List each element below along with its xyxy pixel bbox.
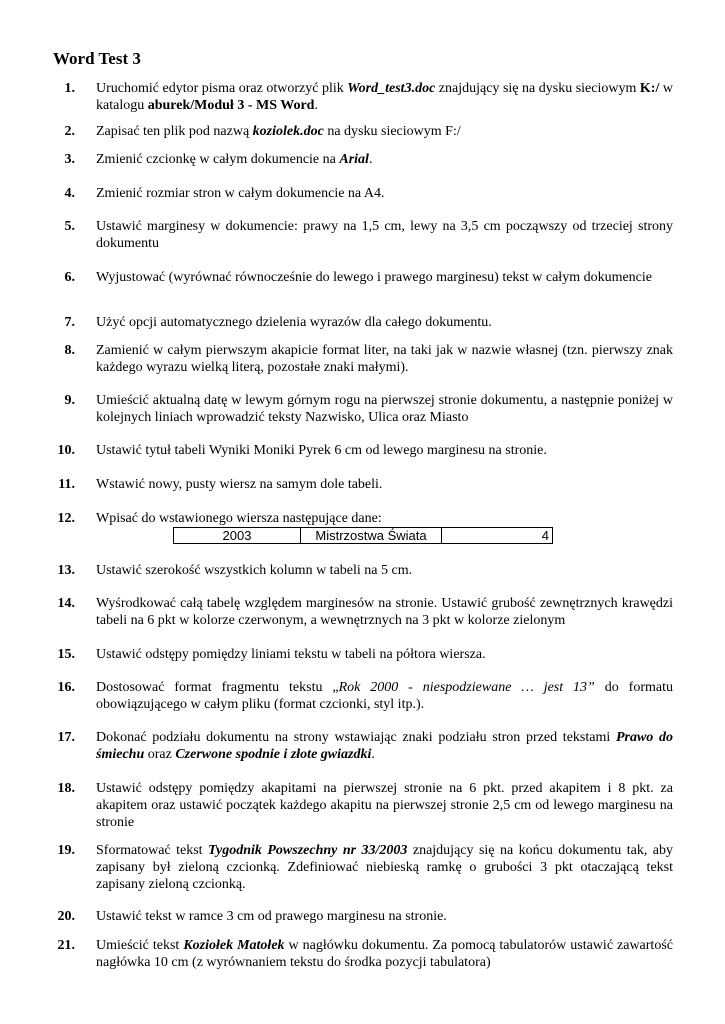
item-number: 12. bbox=[57, 511, 75, 526]
item-text: Dostosować format fragmentu tekstu „Rok 2000 - niespodziewane … jest 13” do formatu obowiązującego w całym pliku (format czcionki, styl itp.). bbox=[96, 680, 673, 712]
item-number: 7. bbox=[64, 315, 75, 330]
item-number: 1. bbox=[64, 81, 75, 96]
item-number: 20. bbox=[57, 909, 75, 924]
item-text: Umieścić aktualną datę w lewym górnym rogu na pierwszej stronie dokumentu, a następnie poniżej w kolejnych liniach wprowadzić teksty Nazwisko, Ulica oraz Miasto bbox=[96, 393, 673, 425]
item-text: Zamienić w całym pierwszym akapicie format liter, na taki jak w nazwie własnej (tzn. pierwszy znak każdego wyrazu wielką literą, pozostałe znaki małymi). bbox=[96, 343, 673, 375]
table-row bbox=[174, 528, 553, 544]
item-number: 13. bbox=[57, 563, 75, 578]
item-text: Użyć opcji automatycznego dzielenia wyrazów dla całego dokumentu. bbox=[96, 315, 492, 330]
data-table bbox=[173, 527, 553, 544]
item-number: 9. bbox=[64, 393, 75, 408]
item-number: 8. bbox=[64, 343, 75, 358]
item-number: 17. bbox=[57, 730, 75, 745]
item-text: Ustawić szerokość wszystkich kolumn w tabeli na 5 cm. bbox=[96, 563, 413, 578]
item-text: Wyśrodkować całą tabelę względem marginesów na stronie. Ustawić grubość zewnętrznych krawędzi tabeli na 6 pkt w kolorze czerwonym, a wewnętrznych na 3 pkt w kolorze zielonym bbox=[96, 596, 673, 628]
item-number: 18. bbox=[57, 781, 75, 796]
item-text: Zmienić czcionkę w całym dokumencie na Arial. bbox=[96, 152, 373, 167]
item-number: 15. bbox=[57, 647, 75, 662]
item-number: 2. bbox=[64, 124, 75, 139]
item-number: 19. bbox=[57, 843, 75, 858]
table-cell-score: 4 bbox=[442, 528, 553, 544]
page-title: Word Test 3 bbox=[53, 49, 141, 68]
item-text: Sformatować tekst Tygodnik Powszechny nr 33/2003 znajdujący się na końcu dokumentu tak, aby zapisany był zieloną czcionką. Zdefiniować niebieską ramkę o grubości 3 pkt otaczającą tekst zapisany zieloną czcionką. bbox=[96, 843, 673, 892]
item-text: Ustawić odstępy pomiędzy akapitami na pierwszej stronie na 6 pkt. przed akapitem i 8 pkt. za akapitem oraz ustawić początek każdego akapitu na pierwszej stronie 2,5 cm od lewego marginesu na stronie bbox=[96, 781, 673, 830]
item-number: 4. bbox=[64, 186, 75, 201]
item-number: 21. bbox=[57, 938, 75, 953]
table-cell-event: Mistrzostwa Świata bbox=[301, 528, 442, 544]
table-cell-year: 2003 bbox=[174, 528, 301, 544]
item-number: 10. bbox=[57, 443, 75, 458]
item-number: 16. bbox=[57, 680, 75, 695]
item-text: Zapisać ten plik pod nazwą koziolek.doc na dysku sieciowym F:/ bbox=[96, 124, 461, 139]
item-number: 3. bbox=[64, 152, 75, 167]
item-text: Ustawić marginesy w dokumencie: prawy na 1,5 cm, lewy na 3,5 cm począwszy od trzeciej strony dokumentu bbox=[96, 219, 673, 251]
item-text: Dokonać podziału dokumentu na strony wstawiając znaki podziału stron przed tekstami Prawo do śmiechu oraz Czerwone spodnie i złote gwiazdki. bbox=[96, 730, 673, 762]
item-text: Ustawić odstępy pomiędzy liniami tekstu w tabeli na półtora wiersza. bbox=[96, 647, 486, 662]
item-text: Ustawić tekst w ramce 3 cm od prawego marginesu na stronie. bbox=[96, 909, 447, 924]
item-number: 11. bbox=[58, 477, 75, 492]
item-number: 5. bbox=[64, 219, 75, 234]
item-number: 14. bbox=[57, 596, 75, 611]
item-text: Zmienić rozmiar stron w całym dokumencie na A4. bbox=[96, 186, 385, 201]
item-text: Wstawić nowy, pusty wiersz na samym dole tabeli. bbox=[96, 477, 383, 492]
item-number: 6. bbox=[64, 270, 75, 285]
item-text: Ustawić tytuł tabeli Wyniki Moniki Pyrek 6 cm od lewego marginesu na stronie. bbox=[96, 443, 547, 458]
item-text: Uruchomić edytor pisma oraz otworzyć plik Word_test3.doc znajdujący się na dysku sieciowym K:/ w katalogu aburek/Moduł 3 - MS Word. bbox=[96, 81, 673, 113]
item-text: Wpisać do wstawionego wiersza następujące dane: bbox=[96, 511, 382, 526]
item-text: Umieścić tekst Koziołek Matołek w nagłówku dokumentu. Za pomocą tabulatorów ustawić zawartość nagłówka 10 cm (z wyrównaniem tekstu do środka pozycji tabulatora) bbox=[96, 938, 673, 970]
item-text: Wyjustować (wyrównać równocześnie do lewego i prawego marginesu) tekst w całym dokumencie bbox=[96, 270, 653, 285]
